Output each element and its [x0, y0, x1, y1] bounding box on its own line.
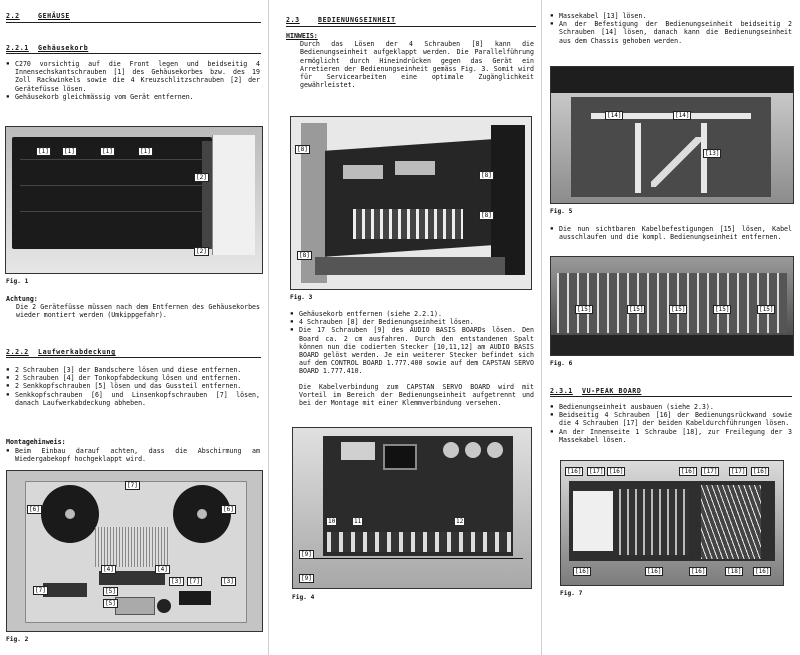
middle-page — [270, 0, 540, 655]
bullet-list-montage — [6, 447, 260, 463]
heading-rule — [550, 396, 792, 397]
section-heading-2-3-1 — [550, 387, 641, 395]
bullet-list-kabel — [550, 225, 792, 241]
bullet-list-2-3-1 — [550, 403, 792, 444]
section-number: 2.3 — [286, 16, 300, 24]
list-item: ▪ C270 vorsichtig auf die Front legen und beidseitig 4 Innensechskantschrauben [1] des Gehäusekorbes bzw. des 19 Zoll Rackwinkels sowie die 4 Kreuzschlitzschrauben [2] der Gerätefüsse lösen. — [6, 60, 260, 93]
callout-label-11: 11 — [354, 518, 362, 525]
callout-label-15: [15] — [759, 306, 774, 313]
callout-label-16: [16] — [575, 568, 590, 575]
callout-label-4: [4] — [103, 566, 114, 573]
callout-label-5: [5] — [105, 588, 116, 595]
montage-note — [6, 438, 260, 446]
callout-label-18: [18] — [727, 568, 742, 575]
list-item: ▪ An der Befestigung der Bedienungseinheit beidseitig 2 Schrauben [14] lösen, danach kann die Bedienungseinheit aus dem Chassis gehoben werden. — [550, 20, 792, 45]
callout-label-3: [3] — [171, 578, 182, 585]
hinweis-text: Durch das Lösen der 4 Schrauben [8] kann die Bedienungseinheit aufgeklappt werden. Die Parallelführung ermöglicht durch Hineindrücken gegen das Gerät ein Arretieren der Bedienungseinheit gemäss Fig. 3. Somit wird für Servicearbeiten eine optimale Zugänglichkeit gewährleistet. — [300, 40, 534, 90]
section-heading-2-3 — [286, 16, 396, 24]
list-item: ▪ Massekabel [13] lösen. — [550, 12, 792, 20]
figure-4-caption: Fig. 4 — [292, 594, 315, 601]
hinweis-heading: HINWEIS: — [286, 32, 318, 40]
callout-label-5: [5] — [105, 600, 116, 607]
callout-label-3: [3] — [223, 578, 234, 585]
callout-label-14: [14] — [607, 112, 622, 119]
subsection-title: Gehäusekorb — [38, 44, 89, 52]
montage-heading: Montagehinweis: — [6, 438, 66, 446]
callout-label-8: [8] — [481, 212, 492, 219]
callout-label-10: 10 — [328, 518, 336, 525]
callout-label-13: [13] — [705, 150, 720, 157]
bullet-list-2-3-cont — [550, 12, 792, 45]
callout-label-9: [9] — [301, 575, 312, 582]
callout-label-17: [17] — [589, 468, 604, 475]
figure-3-caption: Fig. 3 — [290, 294, 313, 301]
section-heading-2-2-2 — [6, 348, 116, 356]
hinweis-note — [286, 32, 534, 89]
figure-2-photo — [6, 470, 263, 632]
achtung-heading: Achtung: — [6, 295, 38, 303]
left-page — [0, 0, 268, 655]
callout-label-1: [1] — [64, 148, 75, 155]
heading-rule — [6, 22, 261, 23]
callout-label-6: [6] — [223, 506, 234, 513]
section-number: 2.2 — [6, 12, 20, 20]
list-item: ▪ Gehäusekorb entfernen (siehe 2.2.1). — [290, 310, 534, 318]
kabel-note — [299, 383, 534, 408]
callout-label-15: [15] — [629, 306, 644, 313]
callout-label-12: 12 — [456, 518, 464, 525]
subsection-number: 2.2.2 — [6, 348, 29, 356]
callout-label-7: [7] — [189, 578, 200, 585]
callout-label-14: [14] — [675, 112, 690, 119]
list-item: ▪ Beidseitig 4 Schrauben [16] der Bedienungsrückwand sowie die 4 Schrauben [17] der beiden Kabeldurchführungen lösen. — [550, 411, 792, 427]
achtung-text: Die 2 Gerätefüsse müssen nach dem Entfernen des Gehäusekorbes wieder montiert werden (Umkippgefahr). — [16, 303, 260, 320]
callout-label-16: [16] — [567, 468, 582, 475]
callout-label-8: [8] — [481, 172, 492, 179]
subsection-title: Laufwerkabdeckung — [38, 348, 116, 356]
list-item: ▪ An der Innenseite 1 Schraube [18], zur Freilegung der 3 Massekabel lösen. — [550, 428, 792, 444]
section-title: GEHÄUSE — [38, 12, 70, 20]
callout-label-15: [15] — [715, 306, 730, 313]
figure-6-caption: Fig. 6 — [550, 360, 573, 367]
page-divider-1 — [268, 0, 269, 655]
figure-5-caption: Fig. 5 — [550, 208, 573, 215]
callout-label-1: [1] — [102, 148, 113, 155]
callout-label-17: [17] — [703, 468, 718, 475]
callout-label-4: [4] — [157, 566, 168, 573]
figure-5-photo — [550, 66, 794, 204]
figure-7-photo — [560, 460, 784, 586]
callout-label-7: [7] — [127, 482, 138, 489]
figure-7-caption: Fig. 7 — [560, 590, 583, 597]
figure-1-caption: Fig. 1 — [6, 278, 29, 285]
section-title: BEDIENUNGSEINHEIT — [318, 16, 396, 24]
list-item: ▪ Senkkopfschrauben [6] und Linsenkopfschrauben [7] lösen, danach Laufwerkabdeckung abheben. — [6, 391, 260, 407]
callout-label-2: [2] — [196, 174, 207, 181]
figure-2-caption: Fig. 2 — [6, 636, 29, 643]
bullet-list-2-2-2 — [6, 366, 260, 407]
subsection-title: VU-PEAK BOARD — [582, 387, 642, 395]
list-item: ▪ 4 Schrauben [8] der Bedienungseinheit lösen. — [290, 318, 534, 326]
figure-4-photo — [292, 427, 532, 589]
list-item: ▪ 2 Senkkopfschrauben [5] lösen und das Gussteil entfernen. — [6, 382, 260, 390]
callout-label-1: [1] — [38, 148, 49, 155]
heading-rule — [6, 357, 261, 358]
callout-label-15: [15] — [577, 306, 592, 313]
right-page — [542, 0, 800, 655]
callout-label-16: [16] — [753, 468, 768, 475]
list-item: ▪ Die 17 Schrauben [9] des AUDIO BASIS BOARDs lösen. Den Board ca. 2 cm ausfahren. Durch den entstandenen Spalt können nun die codierten Stecker [10,11,12] am AUDIO BASIS BOARD gelöst werden. Je ein weiterer Stecker befindet sich auf dem CONTROL BOARD 1.777.400 sowie auf dem CAPSTAN SERVO BOARD 1.777.410. — [290, 326, 534, 375]
callout-label-6: [6] — [29, 506, 40, 513]
callout-label-9: [9] — [301, 551, 312, 558]
list-item: ▪ 2 Schrauben [3] der Bandschere lösen und diese entfernen. — [6, 366, 260, 374]
callout-label-16: [16] — [681, 468, 696, 475]
callout-label-16: [16] — [609, 468, 624, 475]
bullet-list-2-2-1 — [6, 60, 260, 101]
callout-label-8: [8] — [297, 146, 308, 153]
kabel-note-text: Die Kabelverbindung zum CAPSTAN SERVO BOARD wird mit Vorteil im Bereich der Bedienungseinheit aufgetrennt und bei der Montage mit einer Klemmverbindung versehen. — [299, 383, 534, 408]
section-heading-2-2-1 — [6, 44, 88, 52]
callout-label-16: [16] — [755, 568, 770, 575]
callout-label-16: [16] — [691, 568, 706, 575]
heading-rule — [6, 53, 261, 54]
callout-label-2: [2] — [196, 248, 207, 255]
figure-3-photo — [290, 116, 532, 290]
list-item: ▪ Die nun sichtbaren Kabelbefestigungen [15] lösen, Kabel ausschlaufen und die kompl. Bedienungseinheit entfernen. — [550, 225, 792, 241]
list-item: ▪ Gehäusekorb gleichmässig vom Gerät entfernen. — [6, 93, 260, 101]
list-item: ▪ Beim Einbau darauf achten, dass die Abschirmung am Wiedergabekopf hochgeklappt wird. — [6, 447, 260, 463]
list-item: ▪ Bedienungseinheit ausbauen (siehe 2.3). — [550, 403, 792, 411]
callout-label-17: [17] — [731, 468, 746, 475]
bullet-list-2-3 — [290, 310, 534, 376]
callout-label-1: [1] — [140, 148, 151, 155]
achtung-note — [6, 295, 260, 320]
subsection-number: 2.3.1 — [550, 387, 573, 395]
callout-label-8: [8] — [299, 252, 310, 259]
subsection-number: 2.2.1 — [6, 44, 29, 52]
callout-label-7: [7] — [35, 587, 46, 594]
list-item: ▪ 2 Schrauben [4] der Tonkopfabdeckung lösen und entfernen. — [6, 374, 260, 382]
heading-rule — [286, 26, 536, 27]
figure-6-photo — [550, 256, 794, 356]
callout-label-16: [16] — [647, 568, 662, 575]
figure-1-photo — [5, 126, 263, 274]
callout-label-15: [15] — [671, 306, 686, 313]
section-heading-2-2 — [6, 12, 70, 20]
